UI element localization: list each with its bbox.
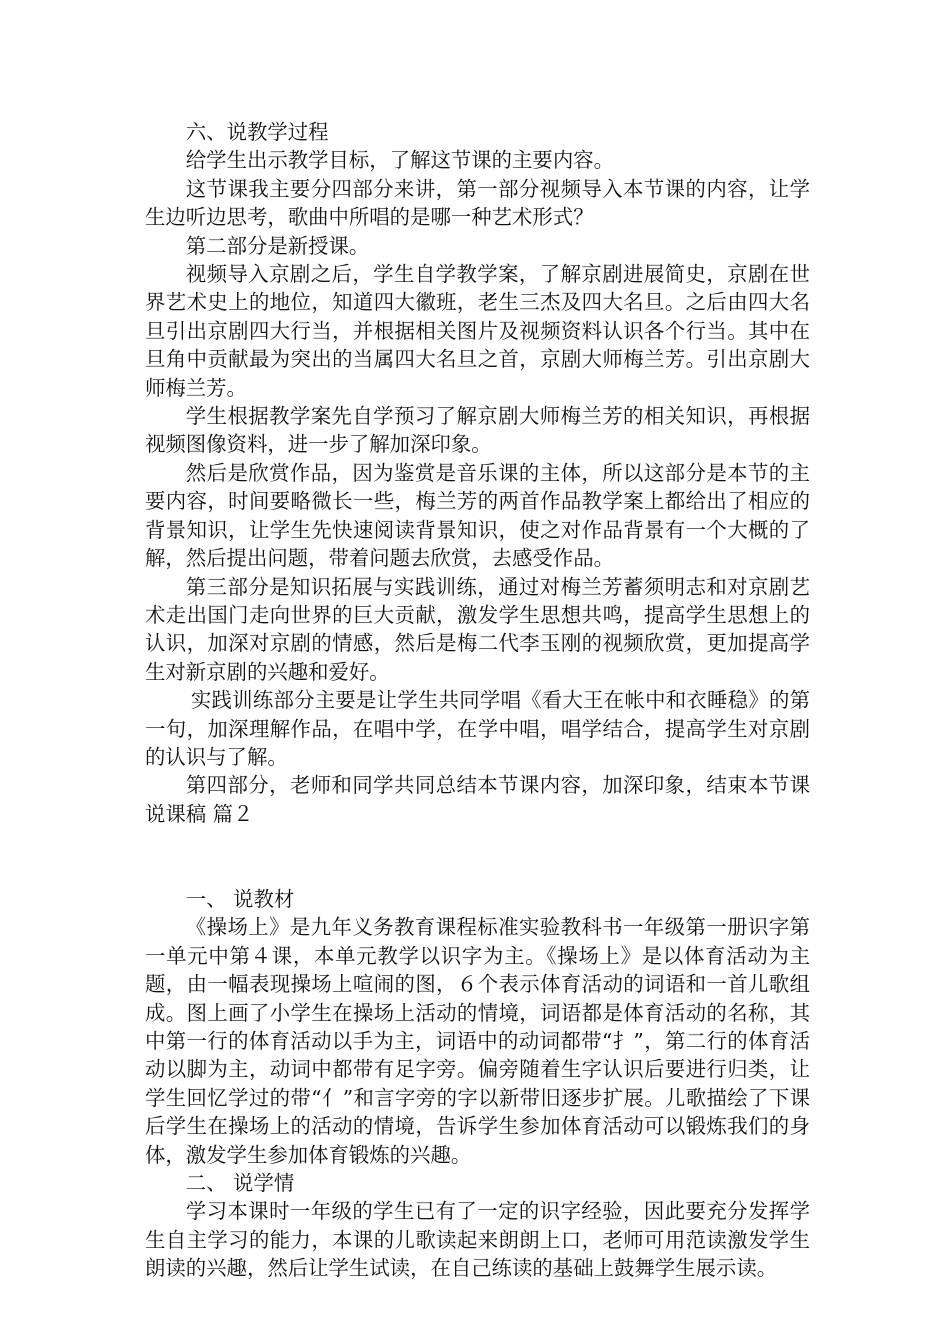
paragraph: 然后是欣赏作品，因为鉴赏是音乐课的主体，所以这部分是本节的主要内容，时间要略微长一些，梅兰芳的两首作品教学案上都给出了相应的背景知识，让学生先快速阅读背景知识，使之对作品背景有一个大概的了解，然后提出问题，带着问题去欣赏，去感受作品。: [145, 460, 810, 571]
paragraph: 视频导入京剧之后，学生自学教学案，了解京剧进展简史，京剧在世界艺术史上的地位，知道四大徽班，老生三杰及四大名旦。之后由四大名旦引出京剧四大行当，并根据相关图片及视频资料认识各个行当。其中在旦角中贡献最为突出的当属四大名旦之首，京剧大师梅兰芳。引出京剧大师梅兰芳。: [145, 262, 810, 400]
section-heading-students: 二、 说学情: [185, 1171, 295, 1196]
paragraph: 实践训练部分主要是让学生共同学唱《看大王在帐中和衣睡稳》的第一句，加深理解作品，在唱中学，在学中唱，唱学结合，提高学生对京剧的认识与了解。: [145, 688, 810, 769]
section-gap: [145, 828, 810, 885]
paragraph: 第三部分是知识拓展与实践训练，通过对梅兰芳蓄须明志和对京剧艺术走出国门走向世界的巨大贡献，激发学生思想共鸣，提高学生思想上的认识，加深对京剧的情感，然后是梅二代李玉刚的视频欣赏，更加提高学生对新京剧的兴趣和爱好。: [145, 574, 810, 684]
paragraph: 这节课我主要分四部分来讲，第一部分视频导入本节课的内容，让学生边听边思考，歌曲中所唱的是哪一种艺术形式？: [145, 176, 810, 230]
document-page: [145, 118, 810, 1283]
paragraph: 学习本课时一年级的学生已有了一定的识字经验，因此要充分发挥学生自主学习的能力，本课的儿歌读起来朗朗上口，老师可用范读激发学生朗读的兴趣，然后让学生试读，在自己练读的基础上鼓舞学生展示读。: [145, 1199, 810, 1281]
paragraph: 第四部分，老师和同学共同总结本节课内容，加深印象，结束本节课说课稿 篇２: [145, 773, 810, 826]
section-heading-teaching-process: 六、说教学过程: [185, 120, 329, 144]
paragraph: 《操场上》是九年义务教育课程标准实验教科书一年级第一册识字第一单元中第４课，本单元教学以识字为主。《操场上》是以体育活动为主题，由一幅表现操场上喧闹的图，６个表示体育活动的词语和一首儿歌组成。图上画了小学生在操场上活动的情境，词语都是体育活动的名称，其中第一行的体育活动以手为主，词语中的动词都带“扌”，第二行的体育活动以脚为主，动词中都带有足字旁。偏旁随着生字认识后要进行归类，让学生回忆学过的带“亻”和言字旁的字以新带旧逐步扩展。儿歌描绘了下课后学生在操场上的活动的情境，告诉学生参加体育活动可以锻炼我们的身体，激发学生参加体育锻炼的兴趣。: [145, 915, 810, 1167]
paragraph: 第二部分是新授课。: [185, 233, 370, 258]
paragraph: 学生根据教学案先自学预习了解京剧大师梅兰芳的相关知识，再根据视频图像资料，进一步了解加深印象。: [145, 404, 810, 457]
section-heading-textbook: 一、 说教材: [185, 886, 295, 911]
paragraph: 给学生出示教学目标，了解这节课的主要内容。: [185, 148, 614, 173]
